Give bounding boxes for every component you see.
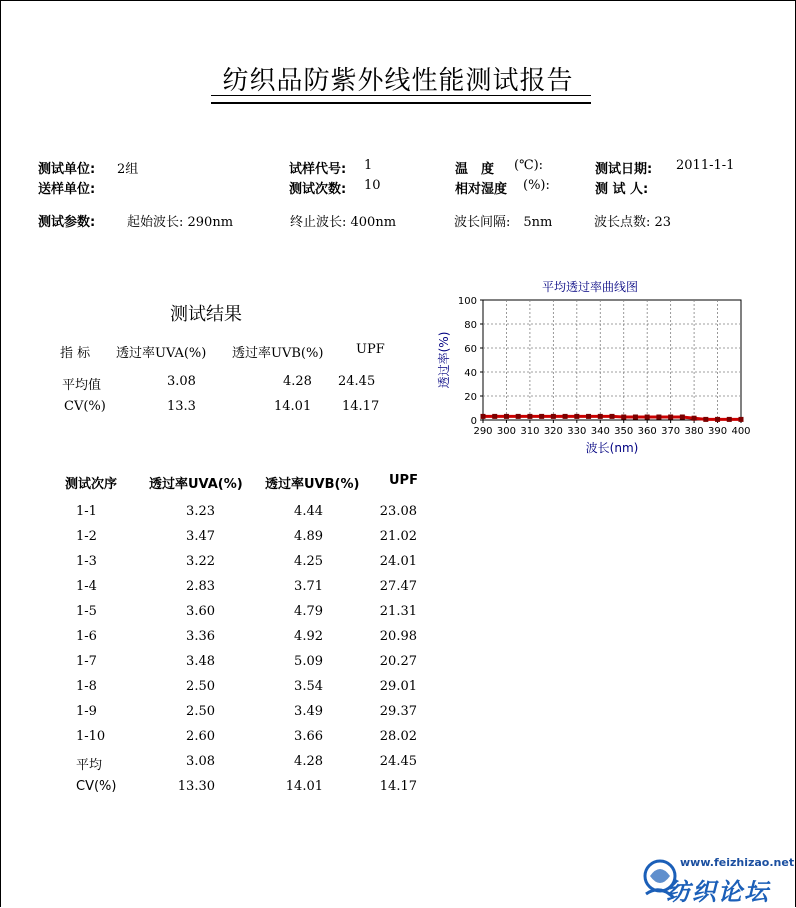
- detail-cell-upf: 24.01: [379, 554, 417, 569]
- detail-cell-upf: 27.47: [379, 579, 417, 594]
- data-point: [527, 414, 532, 419]
- result-mean-upf: 24.45: [338, 374, 376, 389]
- sample-code-value: 1: [364, 158, 373, 173]
- sample-code-label: 试样代号:: [289, 162, 347, 177]
- data-point: [645, 415, 650, 420]
- result-title: 测试结果: [170, 304, 242, 325]
- y-axis-ticks: [458, 296, 483, 427]
- detail-cell-uva: 3.08: [186, 754, 215, 769]
- detail-cell-uva: 3.23: [186, 504, 215, 519]
- detail-cell-uva: 3.36: [186, 629, 215, 644]
- data-point: [492, 414, 497, 419]
- y-tick-label: 60: [464, 344, 477, 355]
- detail-cell-uva: 2.50: [186, 704, 215, 719]
- detail-cell-uvb: 4.92: [294, 629, 323, 644]
- detail-cell-uvb: 14.01: [285, 779, 323, 794]
- detail-cell-order: 1-6: [76, 629, 97, 644]
- data-point: [539, 414, 544, 419]
- detail-cell-upf: 14.17: [379, 779, 417, 794]
- data-point: [610, 414, 615, 419]
- detail-cell-upf: 20.27: [379, 654, 417, 669]
- detail-cell-order: 1-9: [76, 704, 97, 719]
- detail-header-uvb: 透过率UVB(%): [265, 477, 360, 492]
- detail-cell-uvb: 4.89: [294, 529, 323, 544]
- humidity-unit: (%):: [523, 178, 550, 193]
- plot-area: [483, 300, 741, 420]
- data-point: [481, 414, 486, 419]
- detail-cell-upf: 21.31: [379, 604, 417, 619]
- data-point: [504, 414, 509, 419]
- title-underline: [211, 95, 591, 104]
- detail-cell-order: 1-10: [76, 729, 106, 744]
- x-tick-label: 290: [473, 426, 493, 437]
- result-header-uvb: 透过率UVB(%): [232, 346, 324, 361]
- detail-cell-uvb: 3.54: [294, 679, 323, 694]
- param-points: 波长点数: 23: [594, 215, 672, 230]
- x-axis-ticks: [473, 420, 750, 437]
- x-tick-label: 310: [520, 426, 540, 437]
- detail-cell-uvb: 5.09: [294, 654, 323, 669]
- detail-cell-upf: 24.45: [379, 754, 417, 769]
- detail-cell-uva: 2.83: [186, 579, 215, 594]
- test-count-value: 10: [364, 178, 381, 193]
- result-cv-uva: 13.3: [167, 399, 196, 414]
- params-label: 测试参数:: [38, 215, 96, 230]
- report-title: 纺织品防紫外线性能测试报告: [222, 66, 574, 96]
- y-tick-label: 80: [464, 320, 477, 331]
- y-tick-label: 0: [470, 416, 477, 427]
- detail-cell-uvb: 4.28: [294, 754, 323, 769]
- y-tick-label: 100: [457, 296, 477, 307]
- watermark: [640, 850, 796, 908]
- result-mean-uva: 3.08: [167, 374, 196, 389]
- watermark-url: www.feizhizao.net: [680, 856, 795, 869]
- data-point: [668, 415, 673, 420]
- test-date-value: 2011-1-1: [676, 158, 735, 173]
- result-mean-label: 平均值: [62, 378, 102, 393]
- x-tick-label: 320: [543, 426, 563, 437]
- detail-cell-order: 1-3: [76, 554, 97, 569]
- x-tick-label: 350: [614, 426, 634, 437]
- transmittance-chart: [436, 276, 756, 466]
- data-point: [621, 415, 626, 420]
- data-point: [574, 414, 579, 419]
- x-tick-label: 400: [731, 426, 751, 437]
- detail-cell-uva: 3.48: [186, 654, 215, 669]
- temperature-unit: (℃):: [514, 158, 544, 173]
- result-cv-upf: 14.17: [342, 399, 380, 414]
- x-tick-label: 380: [684, 426, 704, 437]
- detail-cell-upf: 28.02: [379, 729, 417, 744]
- tester-label: 测 试 人:: [595, 182, 649, 197]
- test-date-label: 测试日期:: [595, 162, 653, 177]
- detail-cell-order: 平均: [76, 758, 103, 773]
- detail-cell-order: 1-4: [76, 579, 97, 594]
- detail-cell-uvb: 3.71: [294, 579, 323, 594]
- detail-cell-order: 1-1: [76, 504, 97, 519]
- detail-cell-order: 1-5: [76, 604, 97, 619]
- x-tick-label: 340: [590, 426, 610, 437]
- param-start: 起始波长: 290nm: [127, 215, 234, 230]
- x-tick-label: 330: [567, 426, 587, 437]
- data-point: [551, 414, 556, 419]
- data-point: [563, 414, 568, 419]
- y-tick-label: 20: [464, 392, 477, 403]
- test-unit-value: 2组: [117, 162, 139, 177]
- detail-cell-upf: 20.98: [379, 629, 417, 644]
- detail-cell-uva: 3.60: [186, 604, 215, 619]
- result-cv-uvb: 14.01: [274, 399, 312, 414]
- data-point: [715, 417, 720, 422]
- result-header-uva: 透过率UVA(%): [116, 346, 207, 361]
- detail-header-order: 测试次序: [65, 477, 118, 492]
- x-axis-label: 波长(nm): [585, 441, 639, 455]
- detail-cell-uvb: 4.79: [294, 604, 323, 619]
- detail-cell-upf: 29.37: [379, 704, 417, 719]
- test-count-label: 测试次数:: [289, 182, 347, 197]
- temperature-label: 温 度: [455, 162, 495, 177]
- data-point: [516, 414, 521, 419]
- data-point: [692, 416, 697, 421]
- y-axis-label: 透过率(%): [437, 331, 451, 389]
- result-cv-label: CV(%): [64, 399, 106, 414]
- detail-cell-upf: 23.08: [379, 504, 417, 519]
- send-unit-label: 送样单位:: [38, 182, 96, 197]
- detail-cell-uvb: 4.25: [294, 554, 323, 569]
- data-point: [656, 415, 661, 420]
- detail-cell-uva: 2.60: [186, 729, 215, 744]
- x-tick-label: 360: [637, 426, 657, 437]
- detail-cell-order: 1-2: [76, 529, 97, 544]
- data-point: [680, 415, 685, 420]
- chart-title: 平均透过率曲线图: [541, 280, 639, 294]
- data-point: [739, 417, 744, 422]
- test-unit-label: 测试单位:: [38, 162, 96, 177]
- watermark-name: 纺织论坛: [666, 877, 770, 906]
- x-tick-label: 390: [707, 426, 728, 437]
- detail-cell-uva: 3.22: [186, 554, 215, 569]
- detail-cell-order: CV(%): [76, 779, 117, 794]
- detail-cell-uva: 3.47: [186, 529, 215, 544]
- detail-cell-uva: 2.50: [186, 679, 215, 694]
- data-point: [586, 414, 591, 419]
- result-header-index: 指 标: [60, 346, 91, 361]
- result-header-upf: UPF: [356, 342, 385, 357]
- data-point: [703, 417, 708, 422]
- data-point: [727, 417, 732, 422]
- detail-cell-uvb: 4.44: [294, 504, 323, 519]
- param-interval: 波长间隔: 5nm: [454, 215, 553, 230]
- result-mean-uvb: 4.28: [283, 374, 312, 389]
- data-point: [598, 414, 603, 419]
- detail-cell-upf: 21.02: [379, 529, 417, 544]
- detail-cell-upf: 29.01: [379, 679, 417, 694]
- detail-cell-uva: 13.30: [177, 779, 215, 794]
- detail-cell-uvb: 3.49: [294, 704, 323, 719]
- detail-cell-order: 1-8: [76, 679, 97, 694]
- data-point: [633, 415, 638, 420]
- detail-header-uva: 透过率UVA(%): [149, 477, 243, 492]
- detail-cell-order: 1-7: [76, 654, 97, 669]
- y-tick-label: 40: [464, 368, 477, 379]
- x-tick-label: 300: [496, 426, 517, 437]
- detail-header-upf: UPF: [389, 473, 418, 488]
- detail-cell-uvb: 3.66: [294, 729, 323, 744]
- x-tick-label: 370: [661, 426, 681, 437]
- param-end: 终止波长: 400nm: [290, 215, 397, 230]
- humidity-label: 相对湿度: [455, 182, 508, 197]
